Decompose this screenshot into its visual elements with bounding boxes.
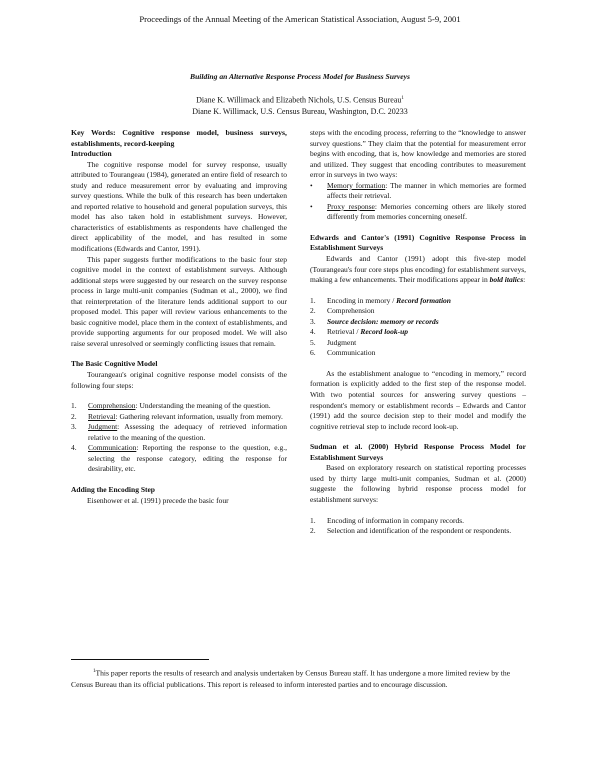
- list-item: 1. Encoding in memory / Record formation: [310, 295, 451, 305]
- list-item: 3. Judgment: Assessing the adequacy of retrieved information relative to the meaning of the question.: [71, 422, 287, 442]
- basic-model-paragraph: Tourangeau's original cognitive response model consists of the following four steps:: [71, 370, 287, 390]
- list-item: 4. Communication: Reporting the response to the question, e.g., selecting the response category, editing the response for desirability, etc.: [71, 443, 287, 474]
- edwards-cantor-paragraph-1: Edwards and Cantor (1991) adopt this five-step model (Tourangeau's four core steps plus encoding) for establishment surveys, making a few enhancements. Their modifications appear in bold italics:: [310, 254, 526, 285]
- sudman-steps-list: [310, 516, 526, 537]
- section-heading-sudman: Sudman et al. (2000) Hybrid Response Process Model for Establishment Surveys: [310, 442, 526, 462]
- edwards-cantor-paragraph-2: As the establishment analogue to “encoding in memory,” record formation is explicitly added to the first step of the response model. With two potential sources for answering survey questions – respondent's memory or establishment records – Edwards and Cantor (1991) add the source decision step to their model and modify the cognitive retrieval step to include record look-up.: [310, 368, 526, 431]
- intro-paragraph-1: The cognitive response model for survey response, usually attributed to Tourangeau (1984), generated an entire field of research to study and reduce measurement error by evaluating and improving survey questions. While the bulk of this research has been undertaken and reported relative to household and general population surveys, this model has also taken hold in establishment surveys. However, characteristics of establishments as respondents have challenged the direct applicability of the model, and has resulted in some modifications (Edwards and Cantor, 1991).: [71, 159, 287, 254]
- section-heading-basic-model: The Basic Cognitive Model: [71, 359, 158, 369]
- running-header: Proceedings of the Annual Meeting of the American Statistical Association, August 5-9, 2001: [139, 14, 461, 24]
- encoding-paragraph: Eisenhower et al. (1991) precede the basic four: [87, 495, 229, 505]
- encoding-continued-paragraph: steps with the encoding process, referring to the “knowledge to answer survey questions.” They claim that the potential for measurement error begins with encoding, that is, how knowledge and memories are stored and utilized. They suggest that encoding contributes to measurement error in surveys in two ways:: [310, 128, 526, 180]
- list-item: 2. Selection and identification of the respondent or respondents.: [310, 526, 512, 536]
- author-line-2: Diane K. Willimack, U.S. Census Bureau, Washington, D.C. 20233: [192, 106, 408, 116]
- paper-title: Building an Alternative Response Process Model for Business Surveys: [190, 72, 410, 81]
- list-item: 5. Judgment: [310, 337, 357, 347]
- section-heading-edwards-cantor: Edwards and Cantor's (1991) Cognitive Response Process in Establishment Surveys: [310, 232, 526, 253]
- list-item: 6. Communication: [310, 348, 376, 358]
- keywords: Key Words: Cognitive response model, business surveys, establishments, record-keeping: [71, 128, 287, 148]
- list-item: 4. Retrieval / Record look-up: [310, 327, 409, 337]
- list-item: • Proxy response: Memories concerning others are likely stored differently from memories concerning oneself.: [310, 201, 526, 222]
- encoding-bullet-list: [310, 181, 526, 223]
- intro-paragraph-2: This paper suggests further modifications to the basic four step cognitive model in the context of establishment surveys. Although additional steps were suggested by our research on the survey response process in large multi-unit companies (Sudman et al., 2000), we find that reinterpretation of the literature lends additional support to our proposed model. This paper will review various enhancements to the basic cognitive model, place them in the context of establishments, and provide supporting arguments for our proposed model. We will also raise several unresolved or seemingly conflicting issues that remain.: [71, 254, 287, 348]
- section-heading-encoding: Adding the Encoding Step: [71, 484, 155, 494]
- list-item: 1. Comprehension: Understanding the meaning of the question.: [71, 401, 271, 411]
- edwards-cantor-steps-list: [310, 296, 526, 359]
- footnote-marker: 1: [401, 96, 404, 101]
- footnote-rule: [71, 659, 209, 660]
- left-column: [71, 128, 287, 506]
- right-column: [310, 128, 526, 537]
- author-line-1: Diane K. Willimack and Elizabeth Nichols, U.S. Census Bureau$^1$: [196, 95, 404, 105]
- section-heading-introduction: Introduction: [71, 149, 112, 159]
- list-item: 1. Encoding of information in company records.: [310, 515, 465, 525]
- list-item: • Memory formation: The manner in which memories are formed affects their retrieval.: [310, 180, 526, 201]
- list-item: 3. Source decision: memory or records: [310, 316, 439, 326]
- basic-steps-list: [71, 401, 287, 475]
- footnote: $^1$This paper reports the results of research and analysis undertaken by Census Bureau staff. It has undergone a more limited review by the Census Bureau than its official publications. This report is released to inform interested parties and to encourage discussion.: [71, 668, 511, 689]
- list-item: 2. Retrieval: Gathering relevant information, usually from memory.: [71, 411, 283, 421]
- author-block: [0, 93, 600, 117]
- list-item: 2. Comprehension: [310, 306, 375, 316]
- sudman-paragraph: Based on exploratory research on statistical reporting processes used by thirty large multi-unit companies, Sudman et al. (2000) suggeste the following hybrid response process model for establishment surveys:: [310, 463, 526, 504]
